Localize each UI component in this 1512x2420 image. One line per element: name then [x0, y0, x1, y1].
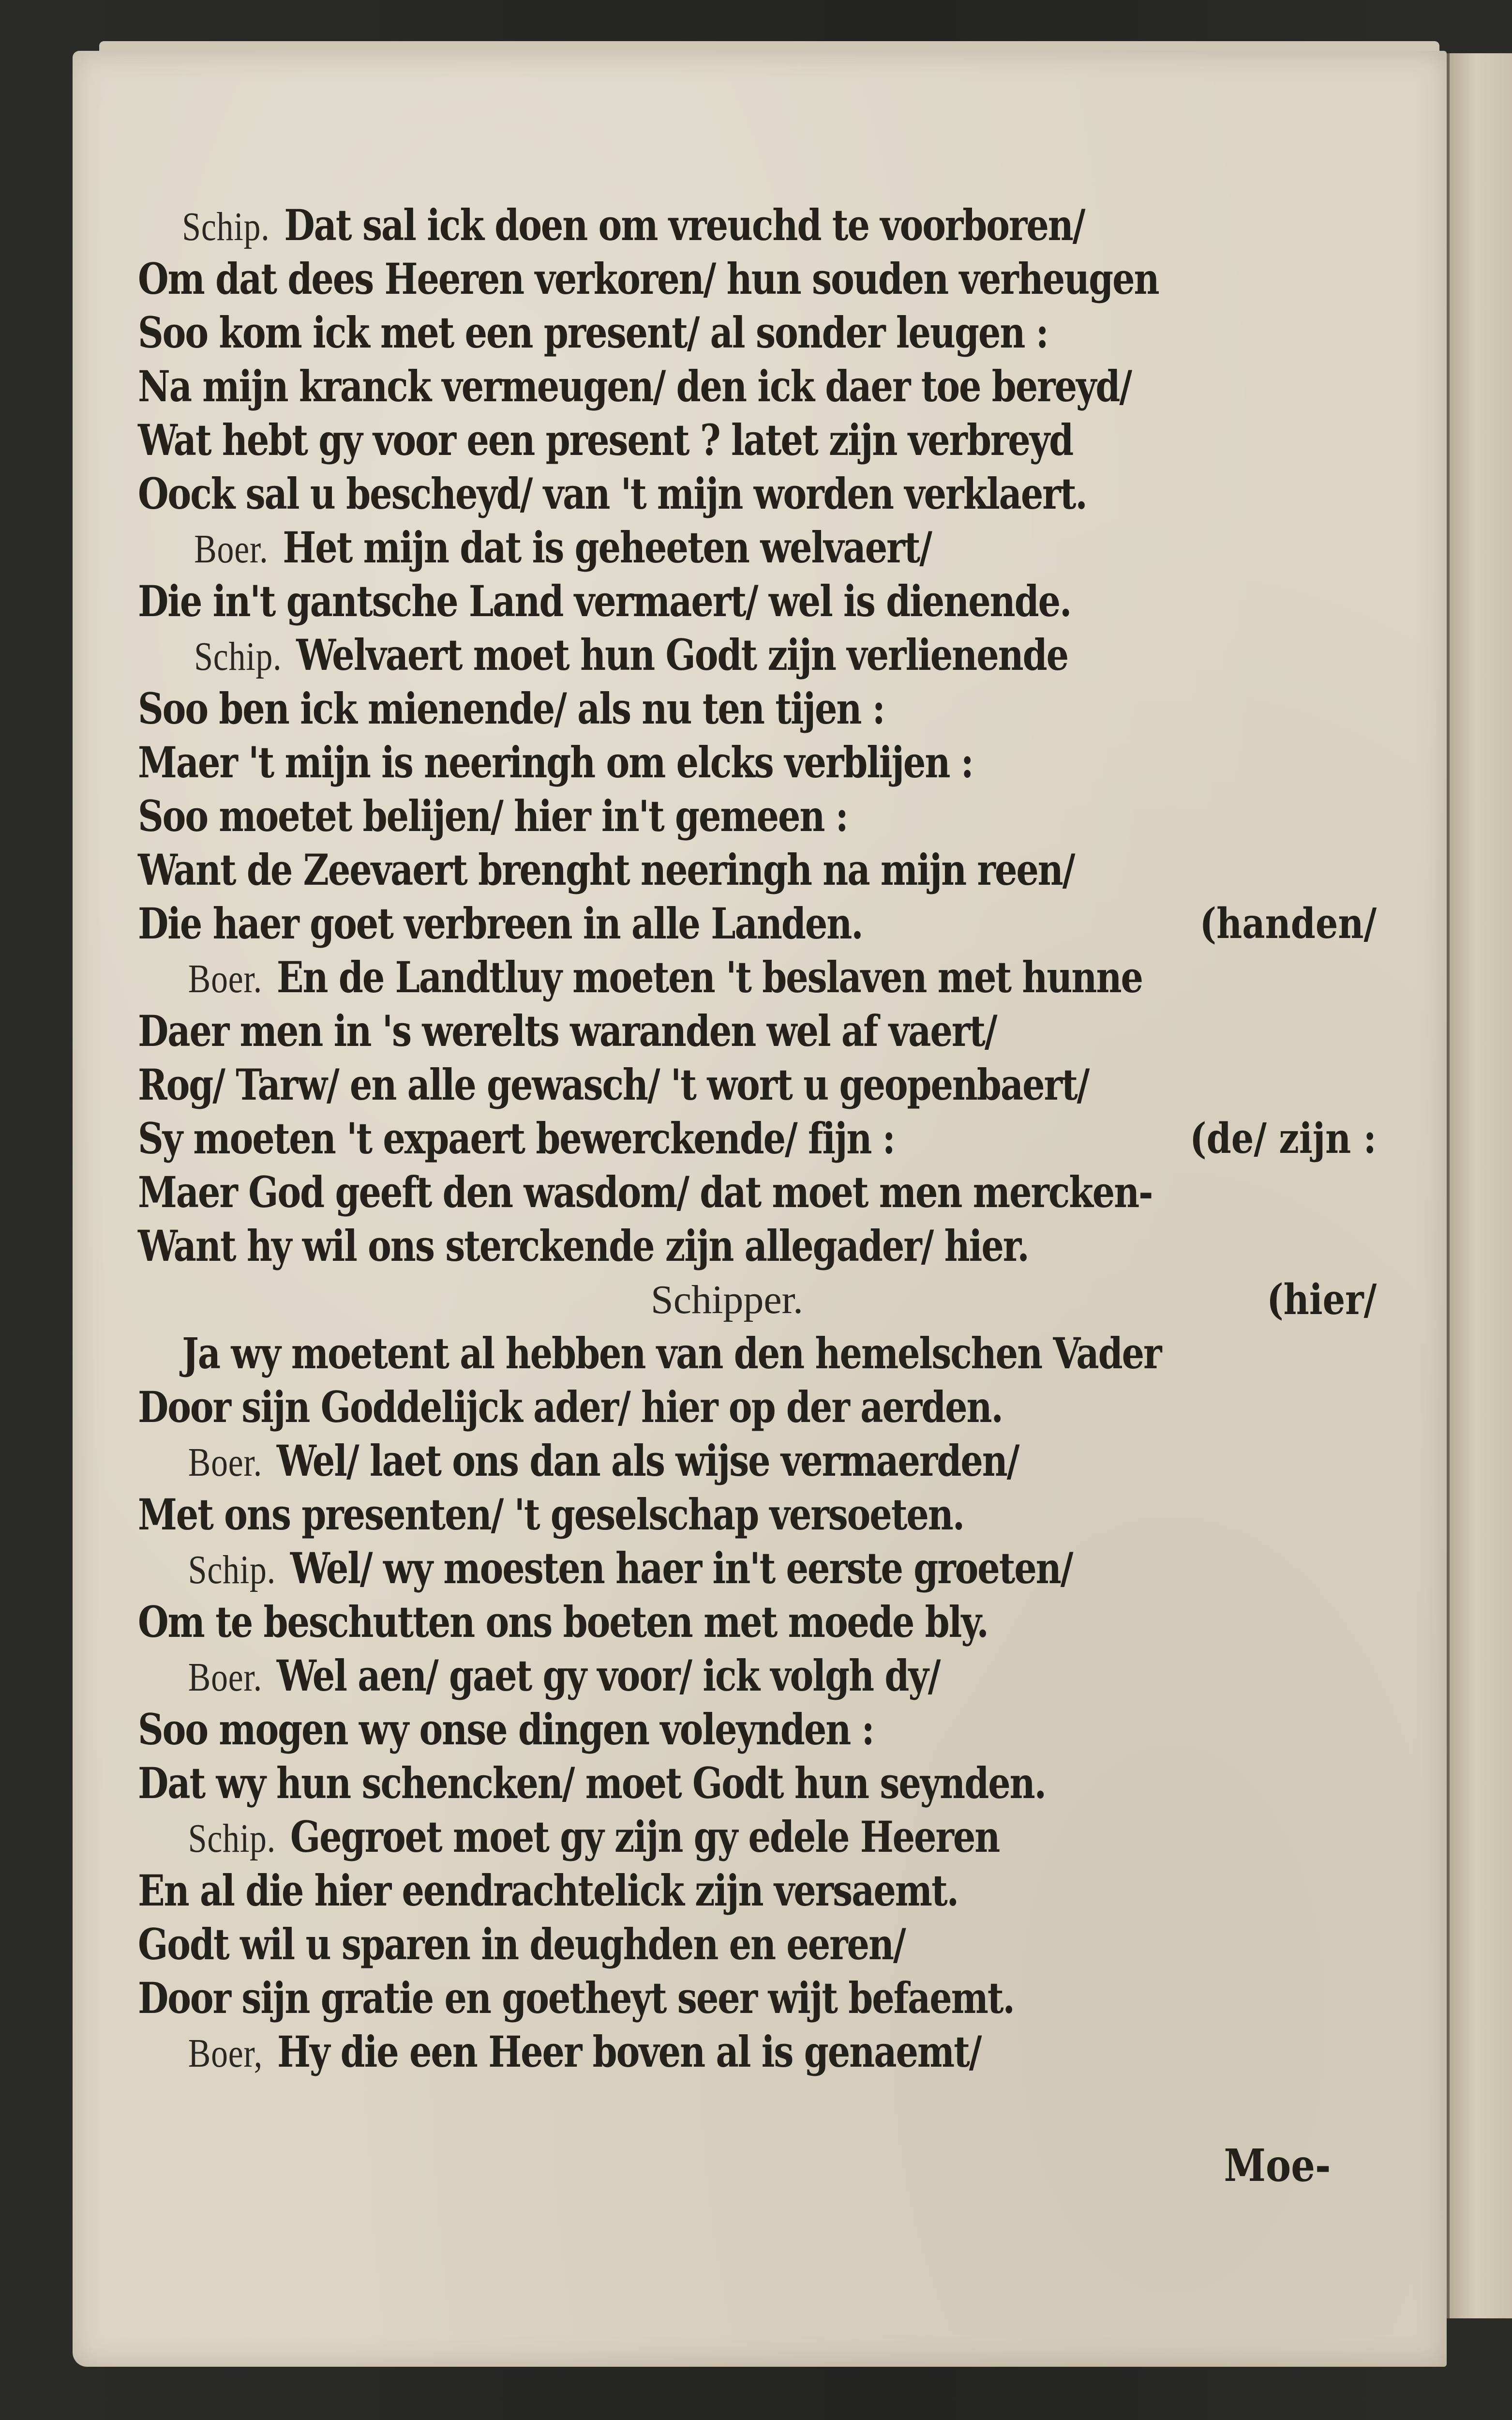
verse-text: Soo moetet belijen/ hier in't gemeen : [138, 791, 848, 841]
verse-text: Om dat dees Heeren verkoren/ hun souden verheugen [138, 254, 1159, 304]
verse-text: Welvaert moet hun Godt zijn verlienende [296, 630, 1068, 680]
verse-text: Dat wy hun schencken/ moet Godt hun seynden. [138, 1758, 1046, 1808]
verse-line [138, 575, 1377, 628]
verse-text: Godt wil u sparen in deughden en eeren/ [138, 1919, 905, 1969]
verse-content [138, 1918, 905, 1971]
verse-line [138, 736, 1377, 789]
verse-content [138, 1380, 1003, 1434]
verse-text: Wel/ laet ons dan als wijse vermaerden/ [276, 1436, 1019, 1486]
speaker-label: Schip. [188, 1547, 276, 1592]
turnover-text: (handen/ [1199, 899, 1377, 948]
verse-line [138, 1273, 1377, 1327]
verse-text: Rog/ Tarw/ en alle gewasch/ 't wort u geopenbaert/ [138, 1059, 1089, 1110]
verse-line [138, 843, 1377, 897]
verse-line [138, 1219, 1377, 1273]
verse-text: Dat sal ick doen om vreuchd te voorboren/ [284, 200, 1085, 250]
verse-line [138, 1058, 1377, 1112]
verse-content [138, 1112, 895, 1165]
verse-content [138, 682, 884, 736]
facing-page-edge [1447, 53, 1512, 2318]
verse-content [138, 1219, 1029, 1273]
verse-line [138, 306, 1377, 360]
verse-line [138, 467, 1377, 521]
verse-content [138, 467, 1087, 521]
verse-content [138, 897, 863, 951]
verse-content [138, 360, 1131, 413]
verse-text-block [138, 198, 1377, 2079]
speaker-label: Boer. [188, 956, 263, 1001]
verse-line [138, 1703, 1377, 1756]
verse-line [138, 1971, 1377, 2025]
verse-content [138, 1004, 997, 1058]
turnover-text: (hier/ [1266, 1275, 1377, 1324]
verse-content [138, 951, 1142, 1006]
verse-content [138, 628, 1068, 683]
verse-text: Maer 't mijn is neeringh om elcks verblijen : [138, 737, 973, 787]
verse-content [138, 2025, 981, 2080]
verse-content [138, 1971, 1014, 2025]
verse-line [138, 198, 1377, 252]
verse-line [138, 1004, 1377, 1058]
verse-line [138, 1595, 1377, 1649]
verse-line [138, 360, 1377, 413]
verse-content [138, 1058, 1089, 1112]
verse-line [138, 1488, 1377, 1542]
verse-line [138, 252, 1377, 306]
verse-line [138, 1165, 1377, 1219]
verse-text: En al die hier eendrachtelick zijn versaemt. [138, 1865, 958, 1916]
verse-text: Oock sal u bescheyd/ van 't mijn worden verklaert. [138, 469, 1087, 519]
verse-line [138, 1542, 1377, 1595]
turnover-text: (de/ zijn : [1190, 1114, 1377, 1163]
verse-text: En de Landtluy moeten 't beslaven met hunne [276, 952, 1142, 1002]
verse-text: Na mijn kranck vermeugen/ den ick daer toe bereyd/ [138, 361, 1131, 411]
speaker-label: Schip. [194, 634, 282, 679]
verse-text: Soo ben ick mienende/ als nu ten tijen : [138, 683, 884, 734]
speaker-label: Boer. [188, 1440, 263, 1485]
verse-text: Wel aen/ gaet gy voor/ ick volgh dy/ [276, 1650, 940, 1701]
verse-text: Maer God geeft den wasdom/ dat moet men mercken- [138, 1167, 1153, 1217]
verse-text: Die haer goet verbreen in alle Landen. [138, 898, 863, 949]
verse-line [138, 413, 1377, 467]
verse-text: Want hy wil ons sterckende zijn allegader/ hier. [138, 1221, 1029, 1271]
verse-text: Door sijn Goddelijck ader/ hier op der aerden. [138, 1382, 1003, 1432]
verse-line [138, 628, 1377, 682]
verse-text: Gegroet moet gy zijn gy edele Heeren [290, 1812, 1000, 1862]
verse-line [138, 1327, 1377, 1380]
verse-content [138, 843, 1074, 897]
verse-line [138, 682, 1377, 736]
verse-content [138, 413, 1073, 467]
verse-line [138, 521, 1377, 575]
speaker-label: Boer, [188, 2031, 263, 2076]
verse-line [138, 1918, 1377, 1971]
verse-content [138, 1756, 1046, 1810]
verse-content [138, 575, 1071, 628]
verse-line [138, 1864, 1377, 1918]
verse-text: Die in't gantsche Land vermaert/ wel is dienende. [138, 576, 1071, 626]
speaker-label: Schip. [182, 204, 270, 249]
verse-content [138, 1327, 1161, 1380]
verse-content [138, 1488, 964, 1542]
verse-line [138, 897, 1377, 951]
speaker-label: Boer. [188, 1655, 263, 1700]
verse-text: Wat hebt gy voor een present ? latet zijn verbreyd [138, 415, 1073, 465]
verse-content [138, 306, 1048, 360]
verse-text: Door sijn gratie en goetheyt seer wijt befaemt. [138, 1973, 1014, 2023]
speaker-heading: Schipper. [651, 1277, 803, 1322]
verse-line [138, 1434, 1377, 1488]
verse-content [138, 1595, 988, 1649]
verse-text: Ja wy moetent al hebben van den hemelschen Vader [182, 1328, 1161, 1378]
verse-text: Want de Zeevaert brenght neeringh na mijn reen/ [138, 845, 1075, 895]
verse-content [138, 1649, 940, 1704]
verse-content [138, 1703, 874, 1756]
verse-text: Met ons presenten/ 't geselschap versoeten. [138, 1489, 964, 1540]
verse-content [138, 252, 1159, 306]
verse-text: Wel/ wy moesten haer in't eerste groeten/ [290, 1543, 1073, 1593]
verse-line [138, 1380, 1377, 1434]
speaker-label: Boer. [194, 527, 269, 572]
verse-line [138, 951, 1377, 1004]
verse-line [138, 2025, 1377, 2079]
verse-text: Het mijn dat is geheeten welvaert/ [283, 522, 931, 573]
verse-text: Hy die een Heer boven al is genaemt/ [277, 2027, 981, 2077]
verse-content [138, 198, 1084, 254]
verse-text: Soo kom ick met een present/ al sonder leugen : [138, 307, 1048, 358]
verse-line [138, 1810, 1377, 1864]
verse-content [138, 1542, 1072, 1597]
verse-content [138, 521, 931, 576]
verse-content [138, 1434, 1018, 1489]
verse-line [138, 1649, 1377, 1703]
catchword: Moe- [1224, 2139, 1331, 2192]
verse-text: Sy moeten 't expaert bewerckende/ fijn : [138, 1113, 895, 1164]
speaker-label: Schip. [188, 1816, 276, 1861]
verse-content [138, 1864, 958, 1918]
verse-line [138, 1112, 1377, 1165]
verse-content [138, 789, 848, 843]
verse-content [138, 1165, 1152, 1219]
verse-line [138, 1756, 1377, 1810]
verse-content [138, 736, 973, 789]
verse-line [138, 789, 1377, 843]
verse-text: Soo mogen wy onse dingen voleynden : [138, 1704, 874, 1754]
verse-text: Daer men in 's werelts waranden wel af vaert/ [138, 1006, 997, 1056]
verse-text: Om te beschutten ons boeten met moede bly. [138, 1597, 988, 1647]
verse-content [138, 1810, 999, 1865]
